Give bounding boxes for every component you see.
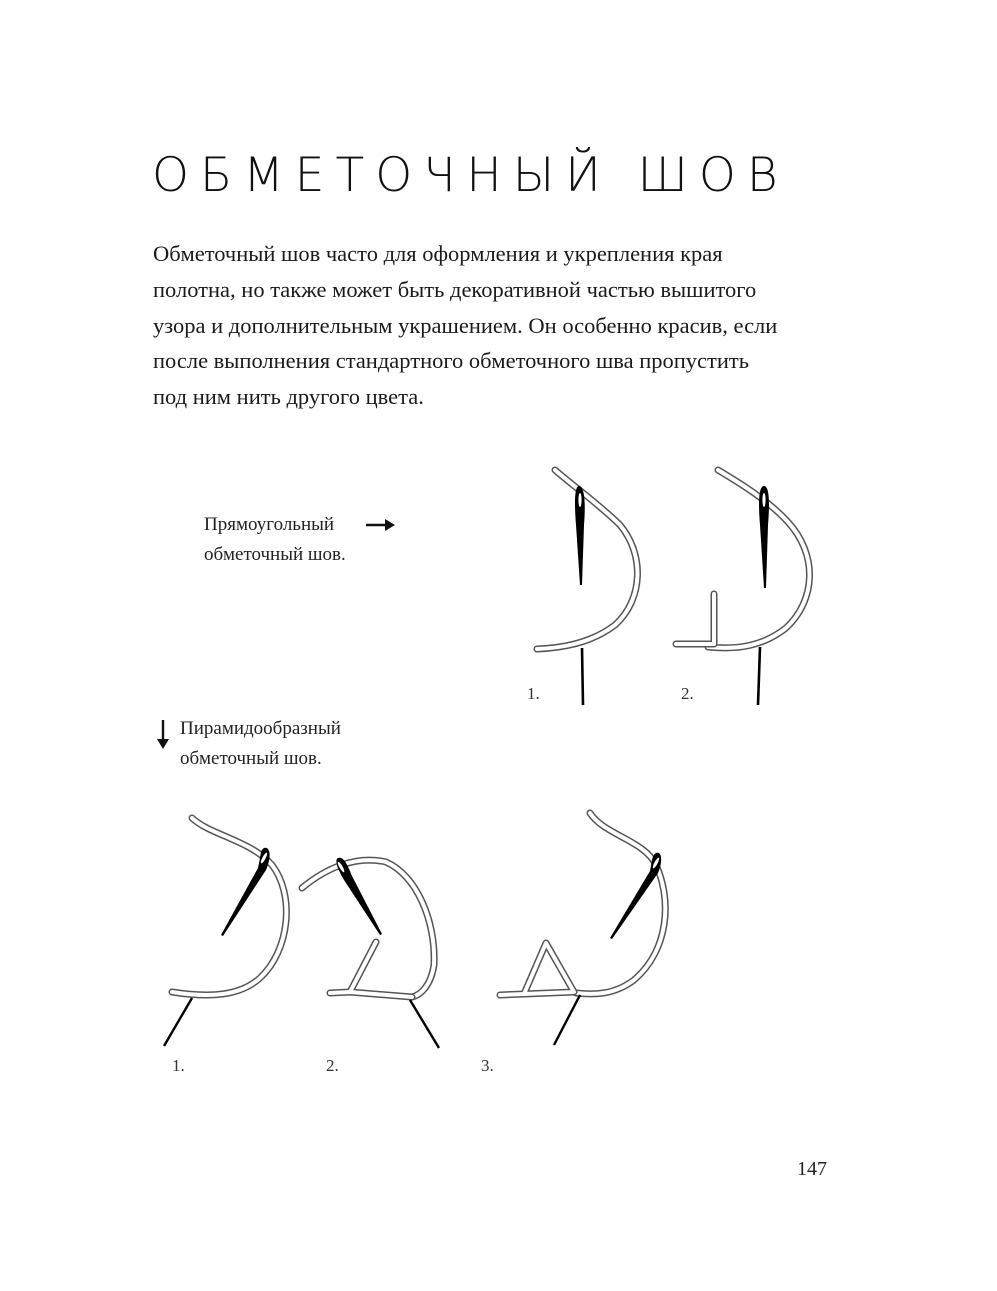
rectangular-step-1-illustration [520,460,660,710]
step-label: 3. [481,1056,494,1075]
thread [537,470,637,649]
thread [500,813,665,995]
thread [302,860,434,997]
step-label: 1. [527,684,540,703]
needle-icon [336,858,382,935]
pyramidal-caption [180,714,341,774]
intro-paragraph [153,236,853,415]
pyramidal-step-2-illustration [296,850,456,1055]
thread [172,818,286,995]
arrow-right-icon [366,517,396,533]
needle-icon [575,486,585,585]
intro-line: под ним нить другого цвета. [153,384,424,410]
page-number: 147 [797,1158,827,1180]
thread-under-fabric [410,1000,439,1048]
pyramidal-caption-line: обметочный шов. [180,748,322,769]
intro-line: Обметочный шов часто для оформления и укрепления края [153,241,723,266]
thread-under-fabric [554,995,580,1045]
rectangular-step-2-illustration [668,460,818,710]
page-title: ОБМЕТОЧНЫЙ ШОВ [152,148,789,203]
pyramidal-step-3-illustration [494,805,674,1055]
needle-icon [221,848,270,936]
thread-under-fabric [164,998,192,1046]
step-label: 2. [326,1056,339,1075]
pyramidal-caption-line: Пирамидообразный [180,718,341,739]
pyramidal-step-1-illustration [160,810,300,1050]
rectangular-caption-line: Прямоугольный [204,514,335,535]
intro-line: после выполнения стандартного обметочного шва пропустить [153,348,750,374]
needle-icon [759,486,769,588]
rectangular-caption [204,510,346,570]
rectangular-caption-line: обметочный шов. [204,544,346,565]
needle-icon [610,853,661,939]
intro-line: полотна, но также может быть декоративной частью вышитого [153,276,757,302]
arrow-down-icon [156,720,170,750]
step-label: 2. [681,684,694,703]
thread [676,470,810,648]
intro-line: узора и дополнительным украшением. Он особенно красив, если [153,312,778,338]
thread-under-fabric [758,647,760,705]
step-label: 1. [172,1056,185,1075]
thread-under-fabric [582,648,583,705]
